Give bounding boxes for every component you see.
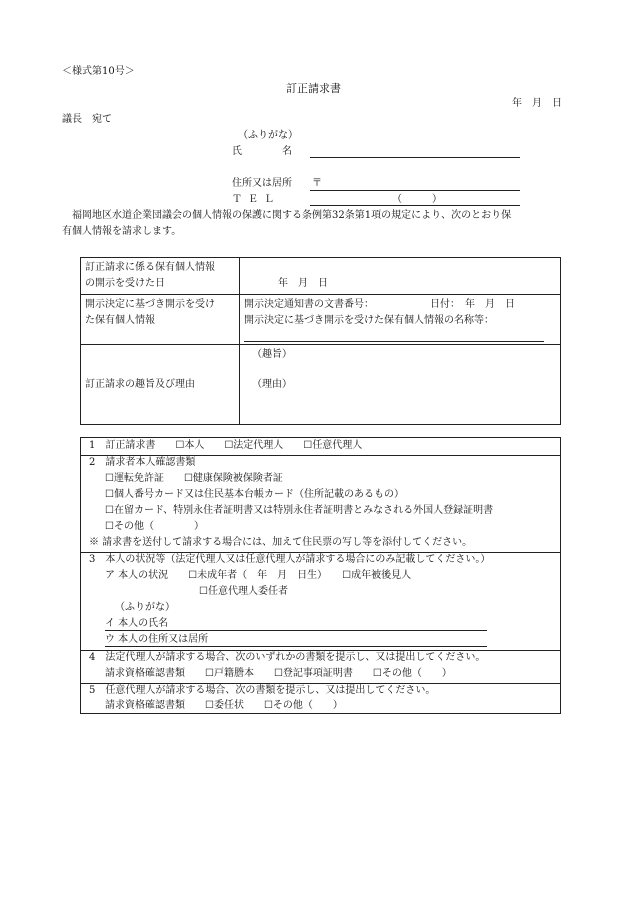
person-status-proxy[interactable]: ☐任意代理人委任者 <box>199 586 288 597</box>
disclosure-table <box>80 257 561 425</box>
label-line: 開示決定に基づき開示を受け <box>85 299 215 310</box>
doc-number-label: 開示決定通知書の文書番号： <box>244 299 374 310</box>
section-4-title: 4 法定代理人が請求する場合、次のいずれかの書類を提示し、又は提出してください。 <box>89 652 486 663</box>
intro-line-1: 福岡地区水道企業団議会の個人情報の保護に関する条例第32条第1項の規定により、次のとおり保 <box>62 210 512 221</box>
person-name-field[interactable] <box>105 630 487 631</box>
id-doc-option-2[interactable]: ☐個人番号カード又は住民基本台帳カード（住所記載のあるもの） <box>105 489 404 500</box>
postal-mark: 〒 <box>312 178 322 189</box>
doc-date-label: 日付： 年 月 日 <box>430 299 515 310</box>
label-line: た保有個人情報 <box>85 315 155 326</box>
person-status-row[interactable]: ア 本人の状況 ☐未成年者（ 年 月 日生） ☐成年被後見人 <box>105 570 412 581</box>
form-number: ＜様式第10号＞ <box>62 66 135 77</box>
person-address-label: ウ 本人の住所又は居所 <box>105 634 209 645</box>
label-line: 訂正請求に係る保有個人情報 <box>85 262 215 273</box>
tel-field[interactable] <box>310 205 520 206</box>
section-4-options[interactable]: 請求資格確認書類 ☐戸籍謄本 ☐登記事項証明書 ☐その他（ ） <box>105 668 452 679</box>
section-3-title: 3 本人の状況等（法定代理人又は任意代理人が請求する場合にのみ記載してください。） <box>89 554 491 565</box>
furigana-label: （ふりがな） <box>238 130 298 141</box>
name-label: 氏 名 <box>232 146 292 157</box>
tel-label: ＴＥＬ <box>232 194 280 205</box>
info-name-field[interactable] <box>244 329 544 342</box>
section-5-options[interactable]: 請求資格確認書類 ☐委任状 ☐その他（ ） <box>105 700 343 711</box>
row-reason-label: 訂正請求の趣旨及び理由 <box>81 345 240 425</box>
section-2-note: ※ 請求書を送付して請求する場合には、加えて住民票の写し等を添付してください。 <box>89 537 473 548</box>
row-disclosed-info-value[interactable] <box>240 295 561 345</box>
document-title: 訂正請求書 <box>286 82 341 95</box>
row-disclosed-info-label <box>81 295 240 345</box>
disclosure-date: 年 月 日 <box>278 278 328 289</box>
section-3-furigana: （ふりがな） <box>115 602 175 613</box>
info-name-label: 開示決定に基づき開示を受けた保有個人情報の名称等： <box>244 315 494 326</box>
date-line: 年 月 日 <box>512 98 562 109</box>
checklist-box <box>80 437 561 714</box>
section-2-title: 2 請求者本人確認書類 <box>89 457 196 468</box>
row-disclosure-date-value[interactable] <box>240 258 561 295</box>
addressee: 議長 宛て <box>62 114 112 125</box>
id-doc-option-3[interactable]: ☐在留カード、特別永住者証明書又は特別永住者証明書とみなされる外国人登録証明書 <box>105 505 494 516</box>
tel-paren: （ ） <box>392 194 442 205</box>
address-label: 住所又は居所 <box>232 178 292 189</box>
reason-label: （理由） <box>252 379 292 390</box>
person-address-field[interactable] <box>105 646 487 647</box>
person-name-label: イ 本人の氏名 <box>105 618 169 629</box>
section-1-request-type[interactable]: 1 訂正請求書 ☐本人 ☐法定代理人 ☐任意代理人 <box>89 440 363 451</box>
section-5-title: 5 任意代理人が請求する場合、次の書類を提示し、又は提出してください。 <box>89 685 436 696</box>
intro-line-2: 有個人情報を請求します。 <box>62 226 182 237</box>
id-doc-option-1[interactable]: ☐運転免許証 ☐健康保険被保険者証 <box>105 473 283 484</box>
row-disclosure-date-label <box>81 258 240 295</box>
id-doc-option-4[interactable]: ☐その他（ ） <box>105 521 204 532</box>
label-line: の開示を受けた日 <box>85 278 165 289</box>
row-reason-value[interactable] <box>240 345 561 425</box>
address-field[interactable] <box>310 190 520 191</box>
name-field[interactable] <box>310 157 520 158</box>
purpose-label: （趣旨） <box>252 349 292 360</box>
